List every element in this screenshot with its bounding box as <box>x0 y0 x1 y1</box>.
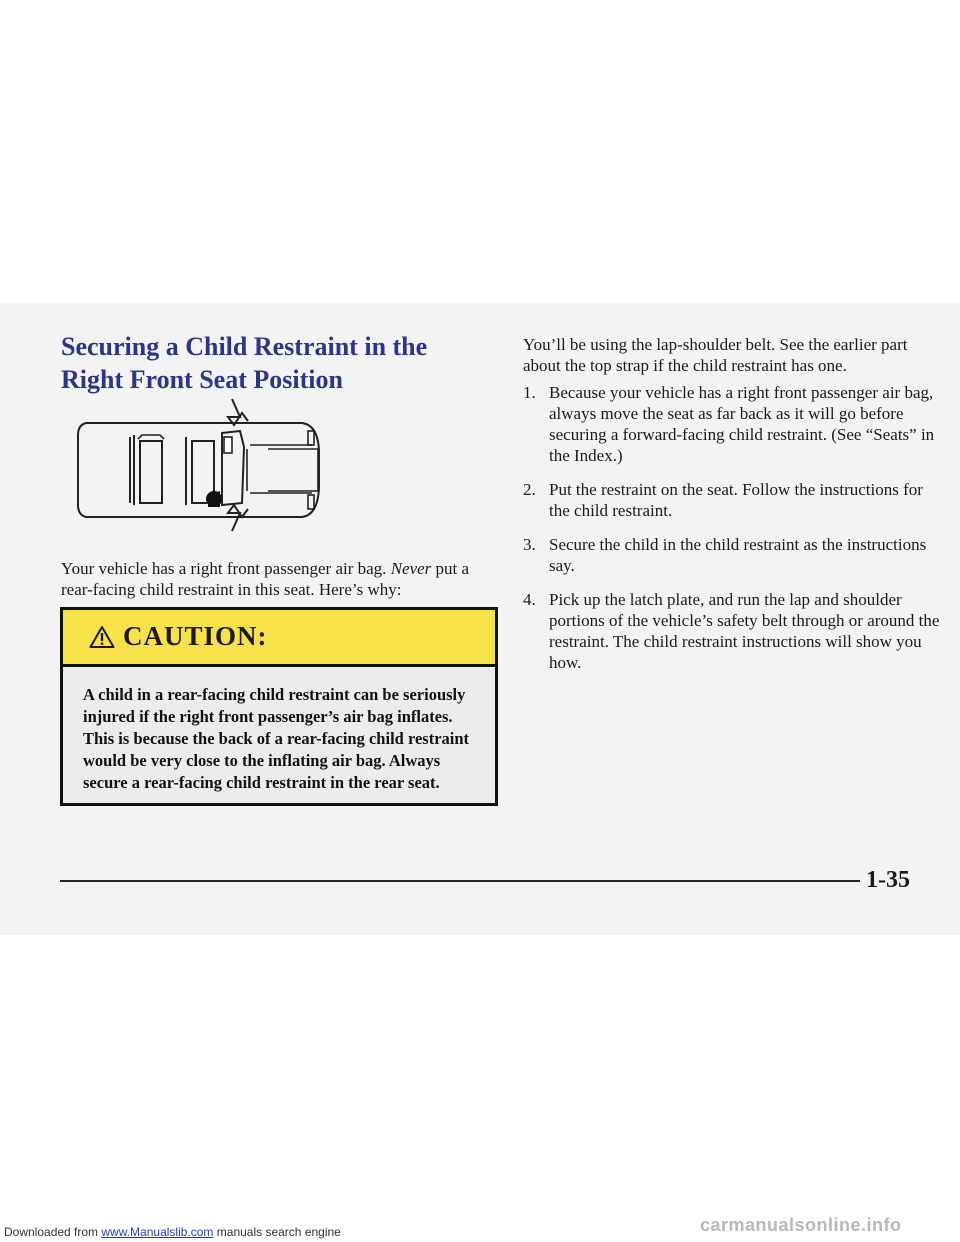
caution-body: A child in a rear-facing child restraint can be seriously injured if the right front passenger’s air bag inflates. This is because the back of a rear-facing child restraint would be very close to the inflating air bag. Always secure a rear-facing child restraint in the rear seat. <box>83 685 470 792</box>
download-suffix: manuals search engine <box>213 1225 341 1239</box>
intro-paragraph <box>61 558 501 600</box>
intro-text-before: Your vehicle has a right front passenger air bag. <box>61 559 391 578</box>
step-text: Secure the child in the child restraint as the instructions say. <box>549 535 927 575</box>
step-number: 2. <box>523 480 536 499</box>
warning-triangle-icon <box>89 625 115 649</box>
step-number: 4. <box>523 590 536 609</box>
caution-header <box>63 610 495 667</box>
caution-box <box>60 607 498 806</box>
caution-title: CAUTION: <box>123 621 268 651</box>
section-title: Securing a Child Restraint in the Right Front Seat Position <box>61 332 428 394</box>
page-number: 1-35 <box>866 867 910 893</box>
intro-emphasis: Never <box>390 559 432 578</box>
footer-rule <box>60 880 860 882</box>
step-item <box>523 382 943 466</box>
steps-list <box>523 382 943 686</box>
step-item <box>523 589 943 673</box>
step-number: 3. <box>523 535 536 554</box>
step-text: Put the restraint on the seat. Follow the instructions for the child restraint. <box>549 480 923 520</box>
door-arrow-top <box>228 399 248 425</box>
step-text: Pick up the latch plate, and run the lap and shoulder portions of the vehicle’s safety belt through or around the restraint. The child restraint instructions will show you how. <box>549 590 940 672</box>
step-item <box>523 534 943 576</box>
step-number: 1. <box>523 383 536 402</box>
step-text: Because your vehicle has a right front passenger air bag, always move the seat as far back as it will go before securing a forward-facing child restraint. (See “Seats” in the Index.) <box>549 383 935 465</box>
vehicle-seat-position-diagram <box>72 395 332 535</box>
manualslib-link[interactable]: www.Manualslib.com <box>101 1225 214 1239</box>
step-item <box>523 479 943 521</box>
intro-text-after: put a rear-facing child restraint in this seat. Here’s why: <box>61 559 470 599</box>
right-intro-paragraph: You’ll be using the lap-shoulder belt. See the earlier part about the top strap if the child restraint has one. <box>523 335 908 375</box>
rear-seat <box>130 435 134 505</box>
download-note <box>4 1225 341 1239</box>
download-prefix: Downloaded from <box>4 1225 102 1239</box>
site-watermark: carmanualsonline.info <box>700 1215 902 1235</box>
rear-seat-cushion <box>140 441 162 503</box>
